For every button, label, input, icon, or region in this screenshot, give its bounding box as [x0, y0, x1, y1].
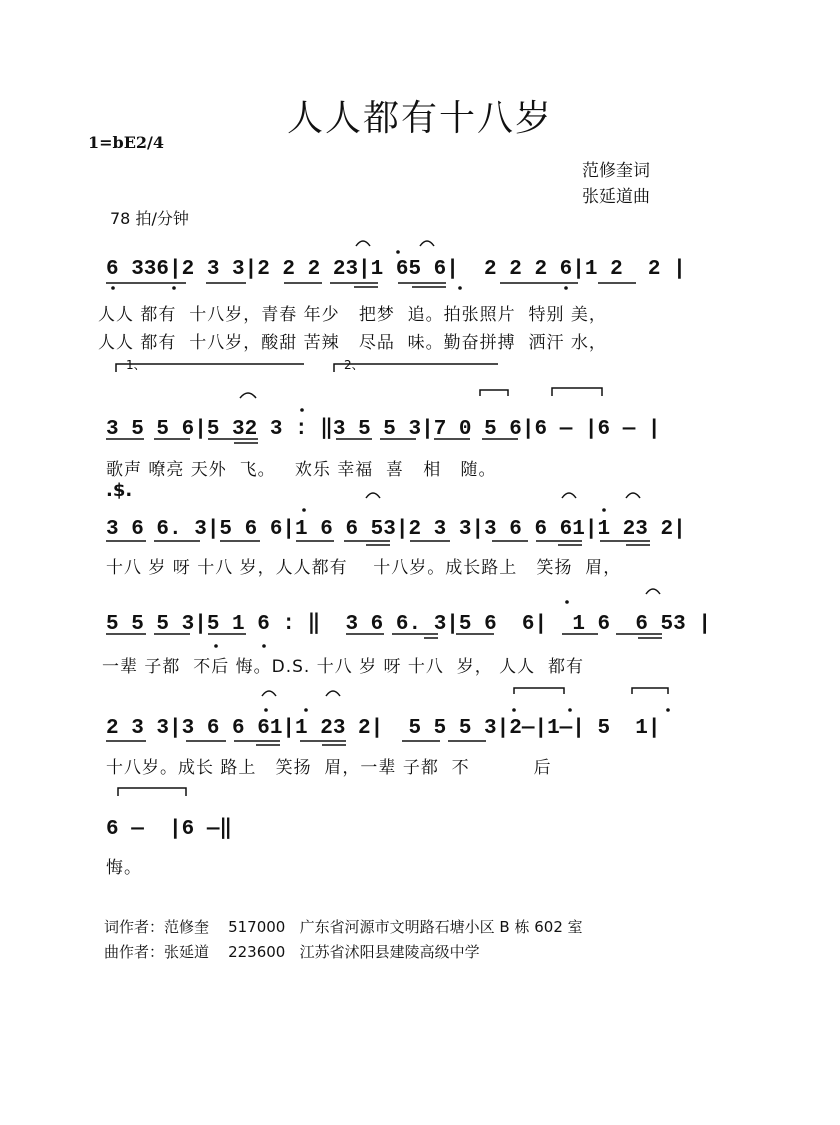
notation-line-4: 5 5 5 3|5 1 6 : ‖ 3 6 6. 3|5 6 6| 1 6 6 53 | — [106, 613, 711, 636]
tempo-marking: 78 拍/分钟 — [110, 209, 189, 228]
lyricist-credit: 范修奎词 — [582, 161, 650, 181]
octave-dot — [111, 286, 115, 290]
octave-dot — [666, 708, 670, 712]
slur-mark — [552, 388, 602, 396]
lyric-line-3: 十八 岁 呀 十八 岁，人人都有 十八岁。成长路上 笑扬 眉， — [106, 558, 622, 578]
slur-mark — [646, 589, 660, 594]
slur-mark — [240, 393, 256, 398]
octave-dot — [458, 286, 462, 290]
octave-dot — [264, 708, 268, 712]
volta-bracket — [334, 364, 498, 372]
notation-line-2: 3 5 5 6|5 32 3 : ‖3 5 5 3|7 0 5 6|6 — |6 — | — [106, 418, 661, 441]
octave-dot — [564, 286, 568, 290]
octave-dot — [602, 508, 606, 512]
slur-mark — [118, 788, 186, 796]
page-title: 人人都有十八岁 — [286, 98, 553, 139]
octave-dot — [568, 708, 572, 712]
notation-line-6: 6 — |6 —‖ — [106, 818, 233, 841]
slur-mark — [626, 493, 640, 498]
notation-line-5: 2 3 3|3 6 6 61|1 23 2| 5 5 5 3|2—|1—| 5 1| — [106, 717, 661, 740]
octave-dot — [214, 644, 218, 648]
octave-dot — [304, 708, 308, 712]
volta-bracket — [116, 364, 304, 372]
octave-dot — [300, 408, 304, 412]
notation-line-1: 6 336|2 3 3|2 2 2 23|1 65 6| 2 2 2 6|1 2 2 | — [106, 258, 686, 281]
key-signature: 1=bE2/4 — [88, 133, 165, 152]
slur-mark — [366, 493, 380, 498]
lyric-line-2: 歌声 嘹亮 天外 飞。 欢乐 幸福 喜 相 随。 — [106, 460, 497, 480]
composer-contact: 曲作者：张延道 223600 江苏省沭阳县建陵高级中学 — [104, 943, 480, 961]
octave-dot — [302, 508, 306, 512]
volta-1-label: 1、 — [126, 358, 146, 372]
octave-dot — [512, 708, 516, 712]
slur-mark — [356, 241, 370, 246]
segno-sign: .$. — [106, 480, 133, 501]
slur-mark — [480, 390, 508, 396]
slur-mark — [326, 691, 340, 696]
lyric-line-4: 一辈 子都 不后 悔。D.S. 十八 岁 呀 十八 岁， 人人 都有 — [102, 657, 584, 677]
lyric-line-5: 十八岁。成长 路上 笑扬 眉，一辈 子都 不 后 — [106, 758, 552, 778]
volta-2-label: 2、 — [344, 358, 364, 372]
octave-dot — [172, 286, 176, 290]
slur-mark — [420, 241, 434, 246]
slur-mark — [514, 688, 564, 694]
lyric-line-1a: 人人 都有 十八岁，青春 年少 把梦 追。拍张照片 特别 美， — [98, 305, 607, 325]
composer-credit: 张延道曲 — [582, 187, 650, 207]
slur-mark — [632, 688, 668, 694]
lyric-line-6: 悔。 — [106, 858, 142, 878]
notation-line-3: 3 6 6. 3|5 6 6|1 6 6 53|2 3 3|3 6 6 61|1 23 2| — [106, 518, 686, 541]
lyricist-contact: 词作者：范修奎 517000 广东省河源市文明路石塘小区 B 栋 602 室 — [104, 918, 583, 936]
octave-dot — [262, 644, 266, 648]
slur-mark — [562, 493, 576, 498]
slur-mark — [262, 691, 276, 696]
octave-dot — [565, 600, 569, 604]
octave-dot — [396, 250, 400, 254]
lyric-line-1b: 人人 都有 十八岁，酸甜 苦辣 尽品 味。勤奋拼搏 洒汗 水， — [98, 333, 607, 353]
